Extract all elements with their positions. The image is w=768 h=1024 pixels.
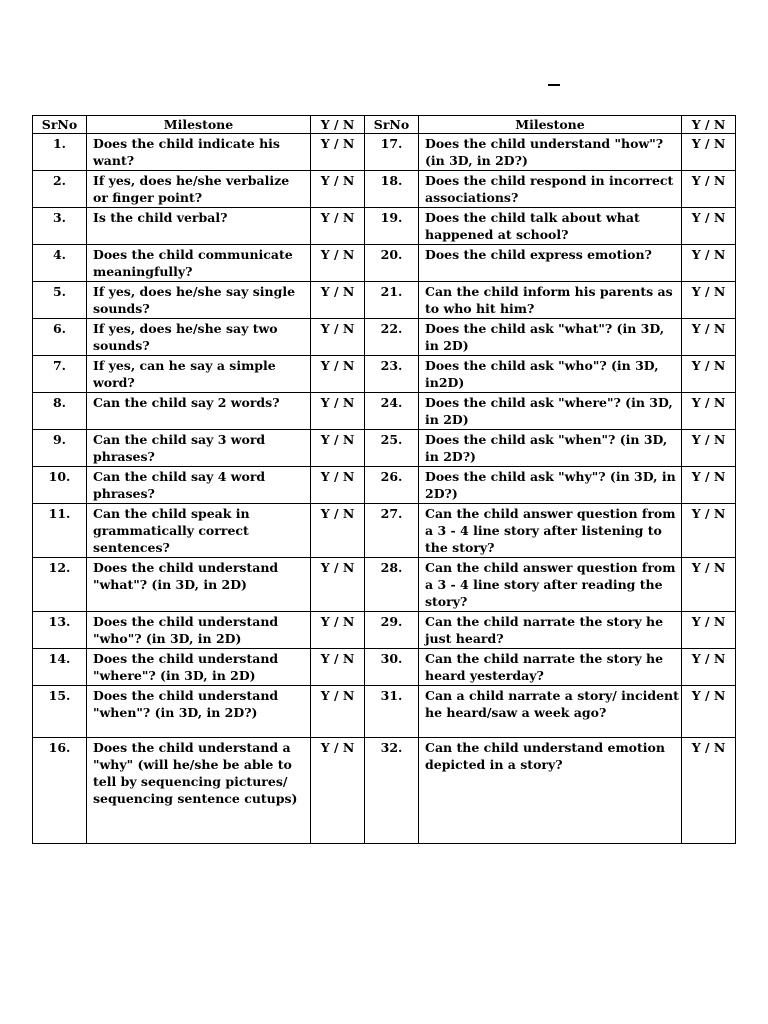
yn-cell-right: Y / N bbox=[682, 356, 736, 393]
yn-cell-right: Y / N bbox=[682, 171, 736, 208]
yn-cell-right: Y / N bbox=[682, 245, 736, 282]
milestone-cell-right: Can the child narrate the story he heard yesterday? bbox=[419, 649, 682, 686]
srno-cell-right: 18. bbox=[365, 171, 419, 208]
table-row bbox=[33, 393, 736, 430]
yn-cell-left: Y / N bbox=[311, 430, 365, 467]
srno-cell-right: 20. bbox=[365, 245, 419, 282]
table-row bbox=[33, 208, 736, 245]
milestone-cell-right: Does the child talk about what happened at school? bbox=[419, 208, 682, 245]
table-row bbox=[33, 649, 736, 686]
header-dash-mark bbox=[548, 84, 560, 86]
srno-cell-right: 28. bbox=[365, 558, 419, 612]
milestone-cell-left: Does the child understand a "why" (will he/she be able to tell by sequencing pictures/ sequencing sentence cutups) bbox=[87, 738, 311, 844]
milestone-cell-right: Does the child ask "who"? (in 3D, in2D) bbox=[419, 356, 682, 393]
table-row bbox=[33, 686, 736, 738]
milestone-cell-right: Does the child ask "what"? (in 3D, in 2D) bbox=[419, 319, 682, 356]
table-row bbox=[33, 430, 736, 467]
srno-cell-right: 17. bbox=[365, 134, 419, 171]
srno-cell-right: 21. bbox=[365, 282, 419, 319]
table-row bbox=[33, 504, 736, 558]
table-row bbox=[33, 134, 736, 171]
yn-cell-right: Y / N bbox=[682, 649, 736, 686]
milestone-cell-left: Is the child verbal? bbox=[87, 208, 311, 245]
header-yn-right: Y / N bbox=[682, 116, 736, 134]
srno-cell-right: 32. bbox=[365, 738, 419, 844]
yn-cell-left: Y / N bbox=[311, 319, 365, 356]
srno-cell-right: 24. bbox=[365, 393, 419, 430]
yn-cell-left: Y / N bbox=[311, 558, 365, 612]
yn-cell-right: Y / N bbox=[682, 319, 736, 356]
yn-cell-left: Y / N bbox=[311, 282, 365, 319]
milestone-table bbox=[32, 115, 736, 844]
yn-cell-left: Y / N bbox=[311, 245, 365, 282]
milestone-cell-right: Can the child answer question from a 3 - 4 line story after listening to the story? bbox=[419, 504, 682, 558]
yn-cell-left: Y / N bbox=[311, 686, 365, 738]
milestone-cell-right: Can a child narrate a story/ incident he heard/saw a week ago? bbox=[419, 686, 682, 738]
yn-cell-left: Y / N bbox=[311, 208, 365, 245]
srno-cell-right: 25. bbox=[365, 430, 419, 467]
srno-cell-right: 30. bbox=[365, 649, 419, 686]
milestone-cell-left: Can the child say 2 words? bbox=[87, 393, 311, 430]
srno-cell-left: 13. bbox=[33, 612, 87, 649]
table-row bbox=[33, 356, 736, 393]
srno-cell-left: 12. bbox=[33, 558, 87, 612]
milestone-cell-left: If yes, does he/she verbalize or finger point? bbox=[87, 171, 311, 208]
srno-cell-left: 10. bbox=[33, 467, 87, 504]
milestone-cell-left: If yes, can he say a simple word? bbox=[87, 356, 311, 393]
srno-cell-right: 31. bbox=[365, 686, 419, 738]
header-srno-right: SrNo bbox=[365, 116, 419, 134]
srno-cell-left: 4. bbox=[33, 245, 87, 282]
milestone-cell-left: If yes, does he/she say single sounds? bbox=[87, 282, 311, 319]
yn-cell-right: Y / N bbox=[682, 686, 736, 738]
yn-cell-right: Y / N bbox=[682, 738, 736, 844]
srno-cell-right: 23. bbox=[365, 356, 419, 393]
yn-cell-right: Y / N bbox=[682, 208, 736, 245]
yn-cell-right: Y / N bbox=[682, 504, 736, 558]
srno-cell-right: 26. bbox=[365, 467, 419, 504]
yn-cell-left: Y / N bbox=[311, 171, 365, 208]
header-milestone-right: Milestone bbox=[419, 116, 682, 134]
yn-cell-left: Y / N bbox=[311, 738, 365, 844]
srno-cell-left: 9. bbox=[33, 430, 87, 467]
milestone-table-body bbox=[33, 134, 736, 844]
yn-cell-right: Y / N bbox=[682, 430, 736, 467]
table-row bbox=[33, 245, 736, 282]
milestone-cell-right: Does the child ask "where"? (in 3D, in 2D) bbox=[419, 393, 682, 430]
header-milestone-left: Milestone bbox=[87, 116, 311, 134]
srno-cell-left: 2. bbox=[33, 171, 87, 208]
srno-cell-left: 1. bbox=[33, 134, 87, 171]
table-row bbox=[33, 558, 736, 612]
yn-cell-right: Y / N bbox=[682, 558, 736, 612]
yn-cell-left: Y / N bbox=[311, 612, 365, 649]
yn-cell-right: Y / N bbox=[682, 612, 736, 649]
yn-cell-right: Y / N bbox=[682, 393, 736, 430]
srno-cell-left: 7. bbox=[33, 356, 87, 393]
yn-cell-right: Y / N bbox=[682, 134, 736, 171]
yn-cell-left: Y / N bbox=[311, 504, 365, 558]
milestone-cell-left: Does the child communicate meaningfully? bbox=[87, 245, 311, 282]
header-srno-left: SrNo bbox=[33, 116, 87, 134]
milestone-cell-left: Does the child indicate his want? bbox=[87, 134, 311, 171]
srno-cell-left: 16. bbox=[33, 738, 87, 844]
yn-cell-left: Y / N bbox=[311, 134, 365, 171]
milestone-cell-left: Does the child understand "when"? (in 3D, in 2D?) bbox=[87, 686, 311, 738]
milestone-cell-left: Can the child speak in grammatically correct sentences? bbox=[87, 504, 311, 558]
milestone-cell-right: Does the child respond in incorrect associations? bbox=[419, 171, 682, 208]
table-row bbox=[33, 171, 736, 208]
milestone-cell-left: If yes, does he/she say two sounds? bbox=[87, 319, 311, 356]
milestone-cell-right: Does the child ask "when"? (in 3D, in 2D?) bbox=[419, 430, 682, 467]
srno-cell-right: 29. bbox=[365, 612, 419, 649]
srno-cell-right: 22. bbox=[365, 319, 419, 356]
milestone-cell-left: Does the child understand "what"? (in 3D, in 2D) bbox=[87, 558, 311, 612]
milestone-cell-right: Does the child ask "why"? (in 3D, in 2D?) bbox=[419, 467, 682, 504]
milestone-cell-left: Can the child say 4 word phrases? bbox=[87, 467, 311, 504]
milestone-cell-right: Can the child answer question from a 3 - 4 line story after reading the story? bbox=[419, 558, 682, 612]
milestone-cell-right: Does the child express emotion? bbox=[419, 245, 682, 282]
milestone-cell-left: Can the child say 3 word phrases? bbox=[87, 430, 311, 467]
table-row bbox=[33, 738, 736, 844]
srno-cell-left: 5. bbox=[33, 282, 87, 319]
milestone-cell-right: Can the child inform his parents as to who hit him? bbox=[419, 282, 682, 319]
yn-cell-left: Y / N bbox=[311, 356, 365, 393]
table-row bbox=[33, 467, 736, 504]
yn-cell-right: Y / N bbox=[682, 467, 736, 504]
srno-cell-right: 27. bbox=[365, 504, 419, 558]
yn-cell-right: Y / N bbox=[682, 282, 736, 319]
milestone-cell-right: Does the child understand "how"? (in 3D, in 2D?) bbox=[419, 134, 682, 171]
srno-cell-left: 14. bbox=[33, 649, 87, 686]
yn-cell-left: Y / N bbox=[311, 393, 365, 430]
srno-cell-right: 19. bbox=[365, 208, 419, 245]
milestone-cell-right: Can the child understand emotion depicted in a story? bbox=[419, 738, 682, 844]
milestone-cell-right: Can the child narrate the story he just heard? bbox=[419, 612, 682, 649]
srno-cell-left: 11. bbox=[33, 504, 87, 558]
table-row bbox=[33, 282, 736, 319]
table-row bbox=[33, 319, 736, 356]
milestone-cell-left: Does the child understand "where"? (in 3D, in 2D) bbox=[87, 649, 311, 686]
header-row bbox=[33, 116, 736, 134]
yn-cell-left: Y / N bbox=[311, 467, 365, 504]
srno-cell-left: 3. bbox=[33, 208, 87, 245]
srno-cell-left: 8. bbox=[33, 393, 87, 430]
srno-cell-left: 15. bbox=[33, 686, 87, 738]
srno-cell-left: 6. bbox=[33, 319, 87, 356]
table-row bbox=[33, 612, 736, 649]
header-yn-left: Y / N bbox=[311, 116, 365, 134]
milestone-cell-left: Does the child understand "who"? (in 3D, in 2D) bbox=[87, 612, 311, 649]
yn-cell-left: Y / N bbox=[311, 649, 365, 686]
